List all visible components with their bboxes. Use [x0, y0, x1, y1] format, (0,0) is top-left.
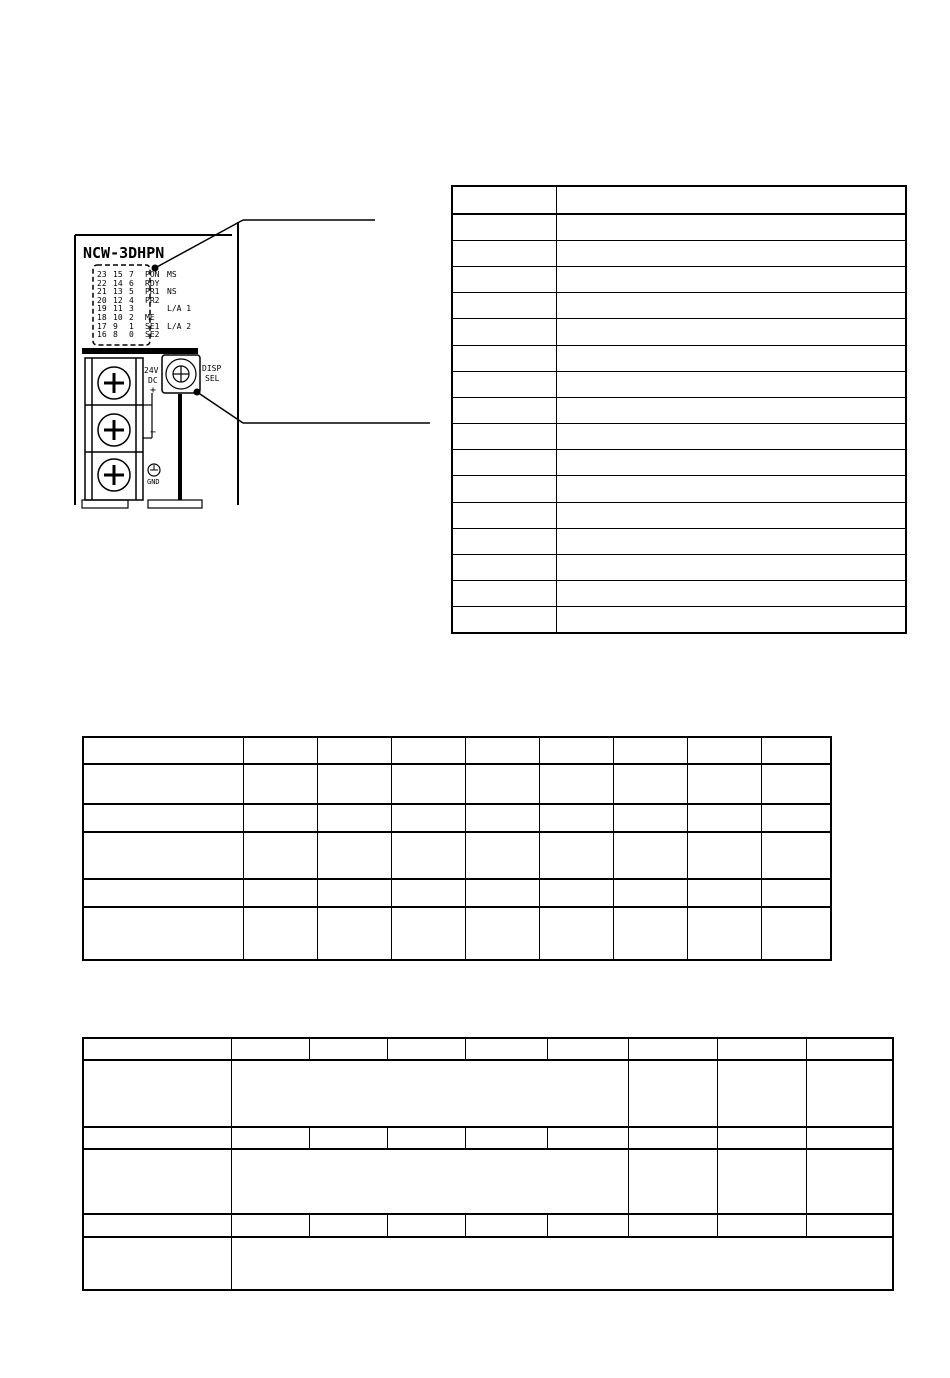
sel-label: SEL — [205, 374, 220, 383]
terminal-screw-1 — [98, 367, 130, 399]
table-row — [83, 1237, 893, 1290]
led-label: PON — [145, 270, 160, 279]
led-label: 0 — [129, 330, 134, 340]
led-label: 6 — [129, 278, 134, 288]
led-label: 2 — [129, 313, 134, 322]
table-row — [452, 319, 906, 345]
table-row — [83, 879, 831, 907]
plus-label: + — [150, 385, 157, 396]
led-label: 16 — [97, 330, 107, 340]
led-label: 13 — [113, 287, 123, 297]
terminal-screw-2 — [98, 414, 130, 446]
led-label: 12 — [113, 295, 123, 305]
table-row — [452, 345, 906, 371]
led-label: 1 — [129, 321, 134, 331]
led-label: 4 — [129, 295, 134, 305]
led-label: 11 — [113, 304, 123, 314]
disp-label: DISP — [202, 364, 222, 373]
led-label: L/A 1 — [167, 304, 192, 314]
table-row — [83, 1214, 893, 1236]
table-row — [83, 804, 831, 832]
led-label: ME — [145, 313, 155, 322]
table-3 — [82, 1037, 894, 1291]
table-row — [452, 371, 906, 397]
led-label: MS — [167, 270, 177, 279]
led-label: 9 — [113, 321, 118, 331]
table-row — [452, 424, 906, 450]
table-row — [452, 607, 906, 633]
table-row — [452, 476, 906, 502]
led-label: 15 — [113, 270, 123, 279]
terminal-screw-3 — [98, 459, 130, 491]
led-label: SE2 — [145, 330, 160, 340]
power-dc-label: DC — [148, 376, 158, 385]
led-label: PR2 — [145, 295, 160, 305]
table-row — [452, 240, 906, 266]
led-label: 20 — [97, 295, 107, 305]
table-1 — [451, 185, 907, 634]
led-label: 17 — [97, 321, 107, 331]
led-label: 22 — [97, 278, 107, 288]
table-row — [452, 267, 906, 293]
table-row — [452, 502, 906, 528]
table-row — [83, 764, 831, 804]
led-label: PR1 — [145, 287, 160, 297]
led-label: 8 — [113, 330, 118, 340]
device-model-label: NCW-3DHPN — [83, 244, 165, 262]
table-row — [83, 737, 831, 764]
table-row — [83, 1127, 893, 1149]
minus-label: − — [150, 427, 157, 438]
led-label: 21 — [97, 287, 107, 297]
table-row — [83, 1149, 893, 1215]
led-label: 5 — [129, 287, 134, 297]
led-label: 18 — [97, 313, 107, 322]
gnd-label: GND — [147, 478, 160, 486]
led-label: 14 — [113, 278, 123, 288]
table-2 — [82, 736, 832, 961]
power-24v-label: 24V — [144, 366, 159, 375]
table-row — [83, 907, 831, 960]
table-row — [452, 186, 906, 214]
led-label: RDY — [145, 278, 160, 288]
table-row — [83, 1060, 893, 1127]
led-label: NS — [167, 287, 177, 297]
table-row — [452, 581, 906, 607]
table-row — [452, 528, 906, 554]
led-label: SE1 — [145, 321, 160, 331]
led-label: 23 — [97, 270, 107, 279]
led-label: 19 — [97, 304, 107, 314]
table-row — [83, 832, 831, 879]
led-label: L/A 2 — [167, 321, 192, 331]
table-row — [83, 1038, 893, 1060]
led-label: 7 — [129, 270, 134, 279]
table-row — [452, 554, 906, 580]
table-row — [452, 450, 906, 476]
led-label: 10 — [113, 313, 123, 322]
table-row — [452, 214, 906, 240]
led-label: 3 — [129, 304, 134, 314]
table-row — [452, 293, 906, 319]
table-row — [452, 397, 906, 423]
